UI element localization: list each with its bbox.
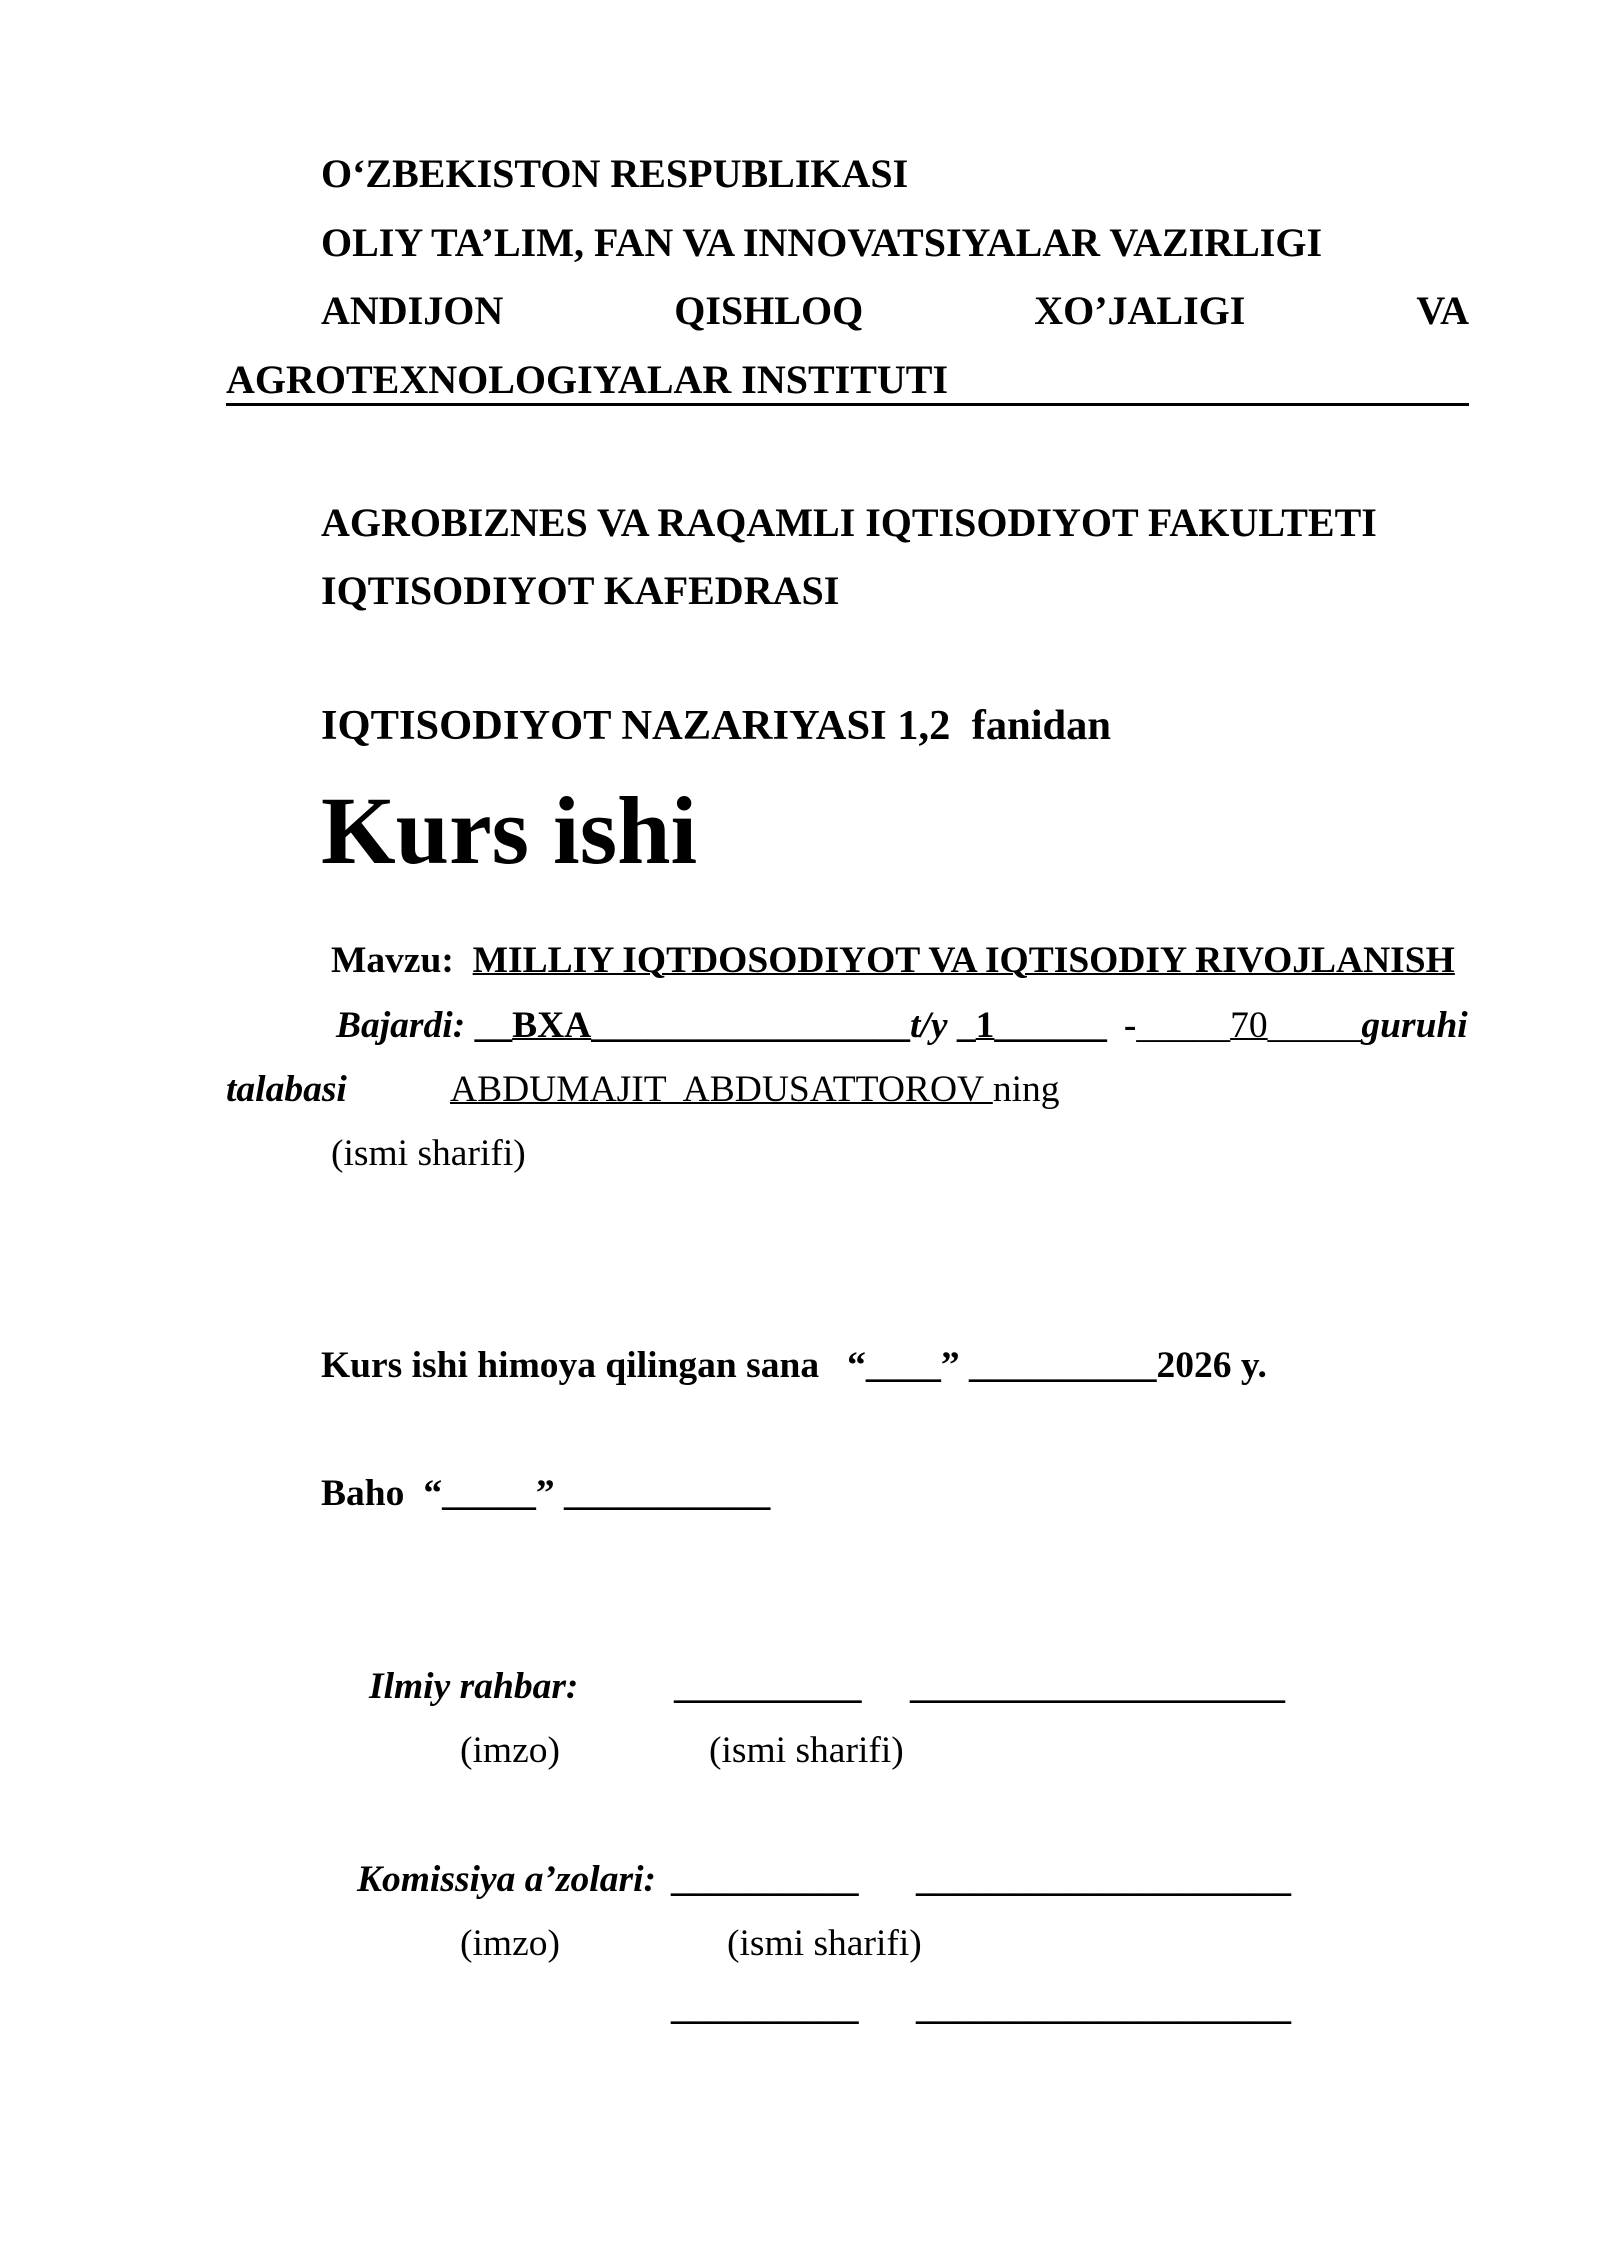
group-blank-pre: _____: [1136, 1005, 1231, 1046]
supervisor-signature-caption: (imzo): [460, 1730, 560, 1771]
dash-separator: -: [1123, 1005, 1137, 1046]
commission-name-blank: ____________________: [916, 1987, 1291, 2028]
topic-value: MILLIY IQTDOSODIYOT VA IQTISODIY RIVOJLANISH: [472, 940, 1455, 981]
supervisor-name-caption: (ismi sharifi): [709, 1730, 904, 1771]
direction-blank-post: _________________: [591, 1005, 911, 1046]
grade-value-blank: “_____”: [423, 1473, 555, 1514]
direction-value: BXA: [512, 1005, 592, 1046]
country-heading: O‘ZBEKISTON RESPUBLIKASI: [321, 151, 909, 196]
course-blank-post: ______: [994, 1005, 1107, 1046]
defense-year: 2026 y.: [1156, 1345, 1267, 1386]
document-title: Kurs ishi: [321, 777, 698, 884]
institute-word: VA: [1416, 288, 1469, 333]
grade-label: Baho: [321, 1473, 405, 1514]
commission-name-caption: (ismi sharifi): [727, 1923, 922, 1964]
student-name-line: [450, 1068, 1059, 1112]
course-blank-pre: _: [956, 1005, 976, 1046]
commission-signature-blank: __________: [671, 1859, 859, 1900]
institute-name-text: AGROTEXNOLOGIYALAR INSTITUTI: [226, 357, 949, 402]
defense-date-label: Kurs ishi himoya qilingan sana: [321, 1345, 820, 1386]
supervisor-label: Ilmiy rahbar:: [369, 1666, 579, 1707]
institute-word: XO’JALIGI: [1034, 288, 1246, 333]
defense-month-blank: __________: [968, 1345, 1157, 1386]
direction-blank-pre: __: [474, 1005, 513, 1046]
group-label: guruhi: [1361, 1005, 1468, 1046]
performer-label: Bajardi:: [336, 1005, 466, 1046]
faculty-heading: AGROBIZNES VA RAQAMLI IQTISODIYOT FAKULTETI: [321, 500, 1377, 545]
institute-name-line1: [321, 288, 1469, 334]
subject-line: IQTISODIYOT NAZARIYASI 1,2 fanidan: [321, 702, 1112, 749]
student-label: talabasi: [226, 1069, 347, 1110]
commission-label: Komissiya a’zolari:: [357, 1859, 656, 1900]
institute-word: QISHLOQ: [674, 288, 864, 333]
department-heading: IQTISODIYOT KAFEDRASI: [321, 568, 840, 613]
commission-name-blank: ____________________: [916, 1859, 1291, 1900]
student-name: ABDUMAJIT ABDUSATTOROV: [450, 1069, 993, 1110]
institute-name-line2: [226, 357, 1469, 406]
student-name-suffix: ning: [992, 1069, 1060, 1110]
topic-line: [331, 939, 1455, 983]
group-value: 70: [1230, 1005, 1268, 1046]
commission-signature-blank: __________: [671, 1987, 859, 2028]
grade-line: [321, 1472, 770, 1516]
supervisor-signature-blank: __________: [674, 1666, 862, 1707]
commission-signature-caption: (imzo): [460, 1923, 560, 1964]
grade-words-blank: ___________: [564, 1473, 771, 1514]
institute-word: ANDIJON: [321, 288, 504, 333]
course-label: t/y: [910, 1005, 948, 1046]
performer-line: [336, 1004, 1468, 1048]
ministry-heading: OLIY TA’LIM, FAN VA INNOVATSIYALAR VAZIRLIGI: [321, 220, 1323, 265]
supervisor-name-blank: ____________________: [910, 1666, 1285, 1707]
student-name-caption: (ismi sharifi): [331, 1133, 526, 1174]
group-blank-post: _____: [1267, 1005, 1362, 1046]
defense-day-blank: “____”: [847, 1345, 960, 1386]
topic-label: Mavzu:: [331, 940, 454, 981]
course-value: 1: [975, 1005, 995, 1046]
defense-date-line: [321, 1344, 1267, 1388]
